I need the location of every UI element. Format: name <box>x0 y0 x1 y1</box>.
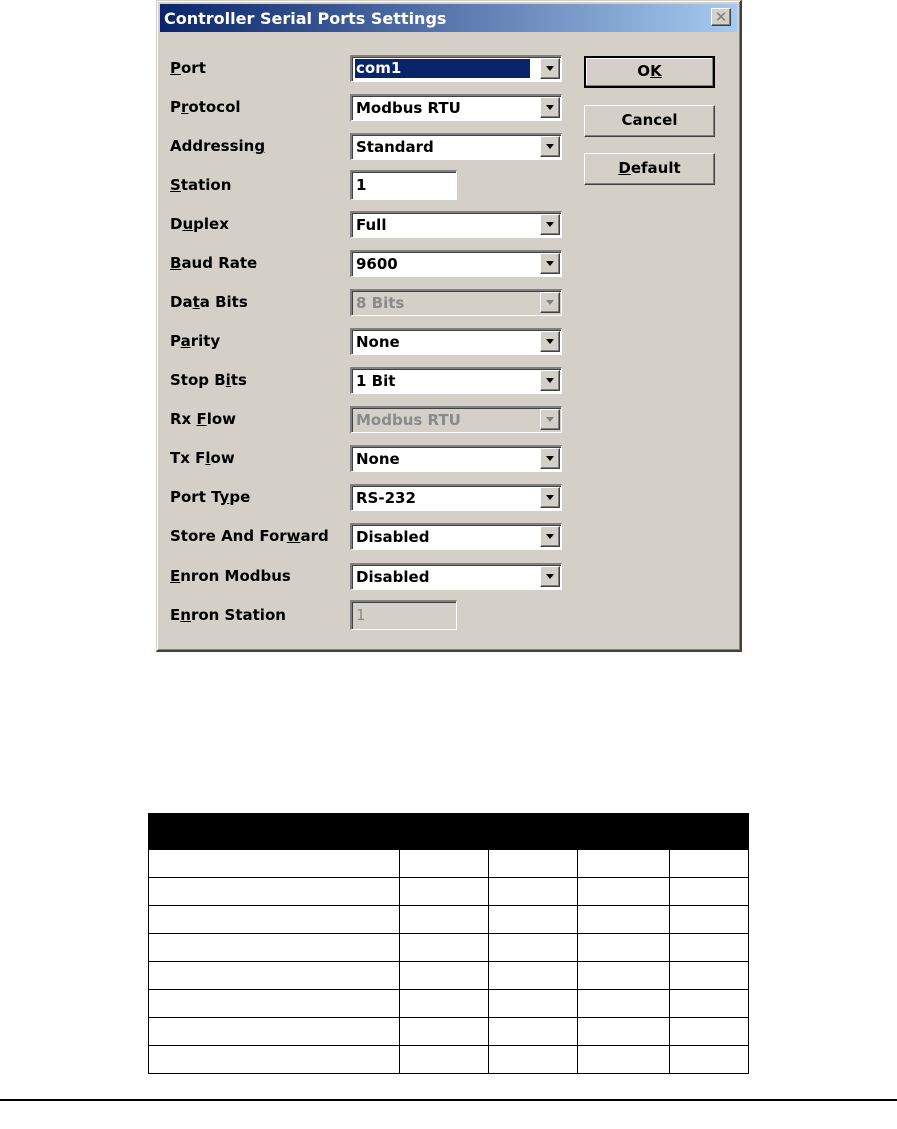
chevron-down-icon[interactable] <box>540 526 560 547</box>
table-cell <box>489 906 578 934</box>
table-cell <box>670 934 749 962</box>
ok-button[interactable]: OK <box>584 56 715 88</box>
data-bits-select <box>350 289 562 316</box>
table-cell <box>489 962 578 990</box>
table-cell <box>670 962 749 990</box>
enron-station-value: 1 <box>356 606 366 624</box>
table-header-cell <box>489 814 578 850</box>
tx-flow-value: None <box>356 450 400 468</box>
protocol-select[interactable] <box>350 94 562 121</box>
station-input[interactable] <box>350 170 457 200</box>
chevron-down-icon[interactable] <box>540 253 560 274</box>
chevron-down-icon[interactable] <box>540 136 560 157</box>
table-row <box>149 906 749 934</box>
page-footer-rule <box>0 1099 897 1101</box>
station-label: Station <box>170 176 232 194</box>
chevron-down-icon[interactable] <box>540 214 560 235</box>
table-row <box>149 1018 749 1046</box>
store-and-forward-value: Disabled <box>356 528 430 546</box>
tx-flow-select[interactable] <box>350 445 562 472</box>
data-table <box>148 813 749 1074</box>
table-cell <box>578 962 670 990</box>
table-cell <box>149 878 400 906</box>
addressing-value: Standard <box>356 138 434 156</box>
stop-bits-select[interactable] <box>350 367 562 394</box>
table-cell <box>670 906 749 934</box>
table-cell <box>489 1018 578 1046</box>
store-and-forward-label: Store And Forward <box>170 527 329 545</box>
table-header-cell <box>149 814 400 850</box>
parity-value: None <box>356 333 400 351</box>
table-cell <box>578 1046 670 1074</box>
data-bits-label: Data Bits <box>170 293 248 311</box>
chevron-down-icon <box>540 409 560 430</box>
station-value: 1 <box>356 176 367 194</box>
table-header-cell <box>578 814 670 850</box>
addressing-select[interactable] <box>350 133 562 160</box>
table-cell <box>489 1046 578 1074</box>
dialog-titlebar[interactable] <box>160 4 737 32</box>
enron-station-input <box>350 600 457 630</box>
table-cell <box>578 878 670 906</box>
table-cell <box>149 934 400 962</box>
parity-select[interactable] <box>350 328 562 355</box>
table-header-row <box>149 814 749 850</box>
chevron-down-icon[interactable] <box>540 97 560 118</box>
table-cell <box>149 1018 400 1046</box>
duplex-select[interactable] <box>350 211 562 238</box>
close-icon[interactable]: ✕ <box>711 8 731 26</box>
data-bits-value: 8 Bits <box>356 294 405 312</box>
cancel-button[interactable]: Cancel <box>584 105 715 137</box>
duplex-label: Duplex <box>170 215 229 233</box>
port-select[interactable] <box>350 55 562 82</box>
table-cell <box>670 990 749 1018</box>
table-cell <box>149 962 400 990</box>
table-cell <box>149 990 400 1018</box>
table-cell <box>149 850 400 878</box>
enron-station-label: Enron Station <box>170 606 286 624</box>
parity-label: Parity <box>170 332 221 350</box>
protocol-value: Modbus RTU <box>356 99 461 117</box>
chevron-down-icon[interactable] <box>540 58 560 79</box>
addressing-label: Addressing <box>170 137 266 155</box>
table-cell <box>400 850 489 878</box>
table-cell <box>400 906 489 934</box>
tx-flow-label: Tx Flow <box>170 449 235 467</box>
table-cell <box>670 1046 749 1074</box>
table-row <box>149 1046 749 1074</box>
port-type-label: Port Type <box>170 488 251 506</box>
rx-flow-label: Rx Flow <box>170 410 237 428</box>
table-cell <box>400 878 489 906</box>
dialog-title: Controller Serial Ports Settings <box>164 9 447 28</box>
table-cell <box>578 906 670 934</box>
table-cell <box>149 1046 400 1074</box>
table-row <box>149 878 749 906</box>
default-button[interactable]: Default <box>584 153 715 185</box>
rx-flow-value: Modbus RTU <box>356 411 461 429</box>
table-cell <box>489 878 578 906</box>
chevron-down-icon[interactable] <box>540 448 560 469</box>
baud-rate-value: 9600 <box>356 255 398 273</box>
stop-bits-label: Stop Bits <box>170 371 247 389</box>
table-header-cell <box>670 814 749 850</box>
chevron-down-icon <box>540 292 560 313</box>
baud-rate-select[interactable] <box>350 250 562 277</box>
chevron-down-icon[interactable] <box>540 566 560 587</box>
table-row <box>149 990 749 1018</box>
table-cell <box>578 934 670 962</box>
table-cell <box>578 850 670 878</box>
table-cell <box>400 934 489 962</box>
table-cell <box>400 990 489 1018</box>
table-cell <box>670 878 749 906</box>
table-cell <box>489 990 578 1018</box>
enron-modbus-select[interactable] <box>350 563 562 590</box>
port-value: com1 <box>355 59 530 78</box>
table-cell <box>400 1018 489 1046</box>
chevron-down-icon[interactable] <box>540 370 560 391</box>
table-row <box>149 962 749 990</box>
table-cell <box>489 850 578 878</box>
chevron-down-icon[interactable] <box>540 331 560 352</box>
enron-modbus-value: Disabled <box>356 568 430 586</box>
stop-bits-value: 1 Bit <box>356 372 396 390</box>
serial-ports-dialog <box>156 0 742 652</box>
table-cell <box>670 1018 749 1046</box>
table-row <box>149 850 749 878</box>
baud-rate-label: Baud Rate <box>170 254 258 272</box>
table-cell <box>578 1018 670 1046</box>
port-type-value: RS-232 <box>356 489 416 507</box>
table-cell <box>670 850 749 878</box>
enron-modbus-label: Enron Modbus <box>170 567 291 585</box>
table-cell <box>489 934 578 962</box>
table-cell <box>149 906 400 934</box>
rx-flow-select <box>350 406 562 433</box>
table-cell <box>400 1046 489 1074</box>
table-header-cell <box>400 814 489 850</box>
chevron-down-icon[interactable] <box>540 487 560 508</box>
table-row <box>149 934 749 962</box>
protocol-label: Protocol <box>170 98 241 116</box>
duplex-value: Full <box>356 216 387 234</box>
port-type-select[interactable] <box>350 484 562 511</box>
table-cell <box>400 962 489 990</box>
table-cell <box>578 990 670 1018</box>
port-label: Port <box>170 59 206 77</box>
store-and-forward-select[interactable] <box>350 523 562 550</box>
